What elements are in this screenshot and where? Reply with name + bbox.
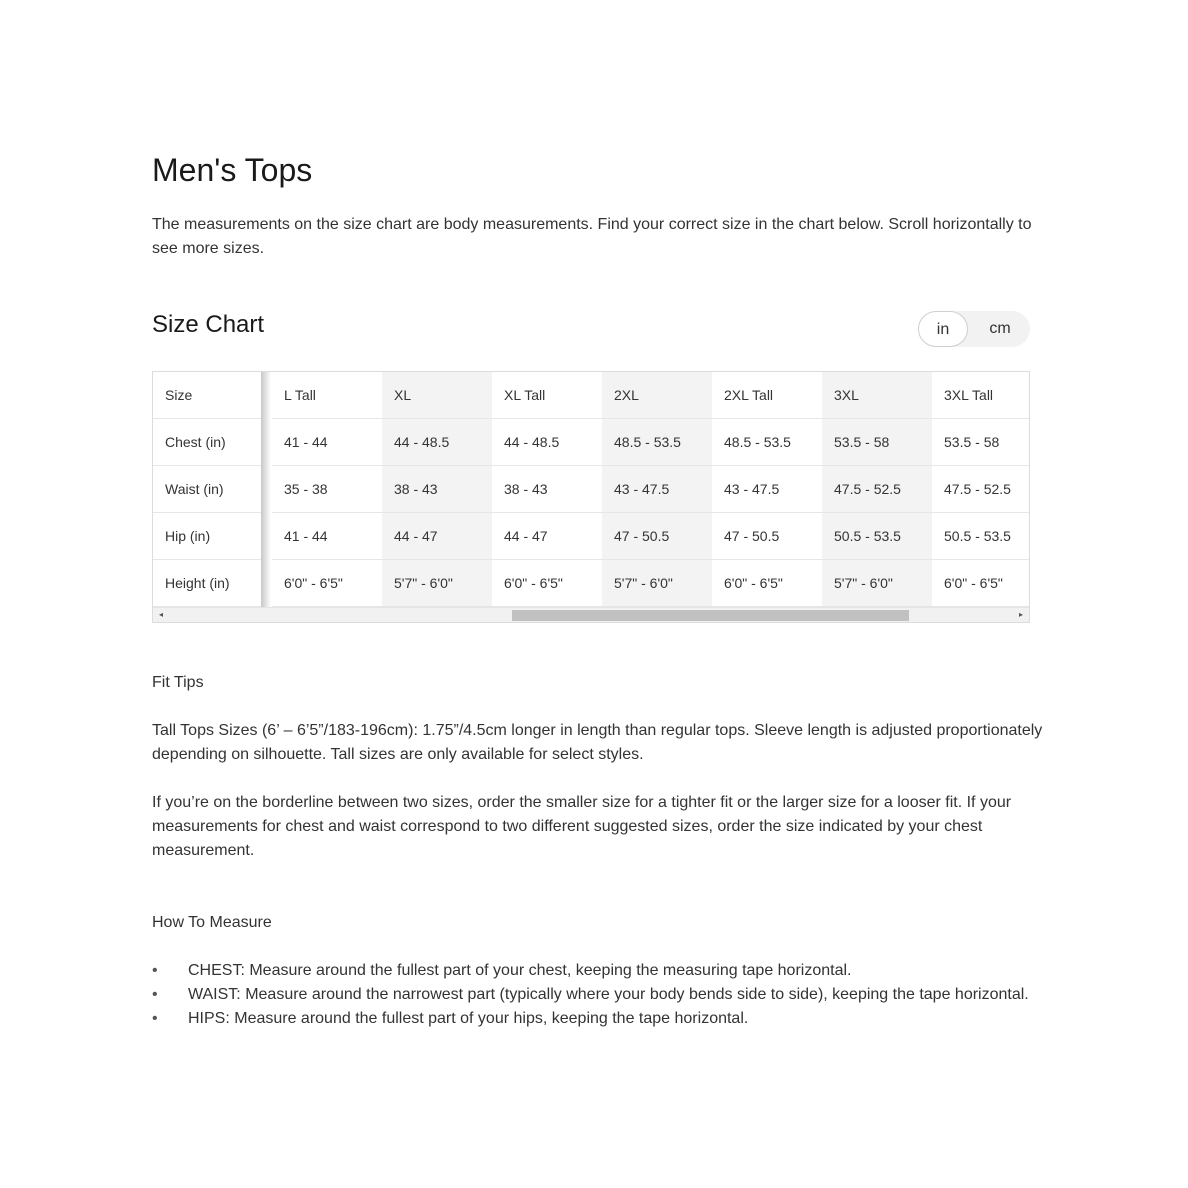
size-column (382, 372, 492, 607)
list-item (152, 959, 1052, 983)
unit-in-button[interactable]: in (918, 311, 968, 347)
hip-cell: 41 - 44 (272, 513, 382, 560)
size-column (822, 372, 932, 607)
size-column (602, 372, 712, 607)
measure-waist-text: WAIST: Measure around the narrowest part (typically where your body bends side to side), keeping the tape horizontal. (188, 986, 1029, 1003)
height-cell: 5'7" - 6'0" (602, 560, 712, 607)
hip-cell: 44 - 47 (382, 513, 492, 560)
height-cell: 6'0" - 6'5" (932, 560, 1030, 607)
row-label-size: Size (153, 372, 261, 419)
chest-cell: 53.5 - 58 (822, 419, 932, 466)
list-item (152, 1007, 1052, 1031)
size-header: 3XL Tall (932, 372, 1030, 419)
waist-cell: 35 - 38 (272, 466, 382, 513)
hip-cell: 47 - 50.5 (712, 513, 822, 560)
scroll-right-arrow-icon[interactable]: ▸ (1018, 610, 1023, 619)
height-cell: 5'7" - 6'0" (822, 560, 932, 607)
size-column (492, 372, 602, 607)
how-to-measure-list (152, 959, 1052, 1031)
bullet-icon: • (152, 962, 158, 979)
size-header: L Tall (272, 372, 382, 419)
hip-cell: 44 - 47 (492, 513, 602, 560)
fit-tip-borderline: If you’re on the borderline between two sizes, order the smaller size for a tighter fit or the larger size for a looser fit. If your measurements for chest and waist correspond to two different suggested sizes, order the size indicated by your chest measurement. (152, 794, 1012, 859)
height-cell: 5'7" - 6'0" (382, 560, 492, 607)
waist-cell: 38 - 43 (492, 466, 602, 513)
size-header: XL Tall (492, 372, 602, 419)
height-cell: 6'0" - 6'5" (492, 560, 602, 607)
chest-cell: 48.5 - 53.5 (602, 419, 712, 466)
waist-cell: 43 - 47.5 (712, 466, 822, 513)
size-header: XL (382, 372, 492, 419)
size-header: 3XL (822, 372, 932, 419)
unit-cm-button[interactable]: cm (989, 320, 1011, 337)
height-cell: 6'0" - 6'5" (272, 560, 382, 607)
row-label-height: Height (in) (153, 560, 261, 607)
hip-cell: 47 - 50.5 (602, 513, 712, 560)
unit-toggle (918, 311, 1030, 347)
size-column (272, 372, 382, 607)
waist-cell: 43 - 47.5 (602, 466, 712, 513)
scroll-thumb[interactable] (512, 610, 909, 621)
hip-cell: 50.5 - 53.5 (932, 513, 1030, 560)
size-header: 2XL Tall (712, 372, 822, 419)
waist-cell: 47.5 - 52.5 (932, 466, 1030, 513)
chest-cell: 53.5 - 58 (932, 419, 1030, 466)
size-column (712, 372, 822, 607)
chest-cell: 44 - 48.5 (382, 419, 492, 466)
row-label-column (153, 372, 261, 607)
size-column (932, 372, 1030, 607)
row-label-hip: Hip (in) (153, 513, 261, 560)
list-item (152, 983, 1052, 1007)
size-chart-title: Size Chart (152, 311, 265, 338)
size-header: 2XL (602, 372, 712, 419)
how-to-measure-heading: How To Measure (152, 914, 272, 931)
measure-chest-text: CHEST: Measure around the fullest part of your chest, keeping the measuring tape horizontal. (188, 962, 852, 979)
waist-cell: 38 - 43 (382, 466, 492, 513)
height-cell: 6'0" - 6'5" (712, 560, 822, 607)
chest-cell: 48.5 - 53.5 (712, 419, 822, 466)
bullet-icon: • (152, 986, 158, 1003)
size-chart-table (152, 371, 1030, 623)
measure-hips-text: HIPS: Measure around the fullest part of your hips, keeping the tape horizontal. (188, 1010, 749, 1027)
horizontal-scrollbar[interactable] (153, 607, 1029, 622)
hip-cell: 50.5 - 53.5 (822, 513, 932, 560)
waist-cell: 47.5 - 52.5 (822, 466, 932, 513)
scroll-left-arrow-icon[interactable]: ◂ (158, 610, 163, 619)
fit-tip-tall-sizes: Tall Tops Sizes (6’ – 6’5”/183-196cm): 1.75”/4.5cm longer in length than regular tops. Sleeve length is adjusted proportionately depending on silhouette. Tall sizes are only available for select styles. (152, 722, 1043, 763)
bullet-icon: • (152, 1010, 158, 1027)
fit-tips-heading: Fit Tips (152, 674, 204, 691)
intro-text: The measurements on the size chart are body measurements. Find your correct size in the chart below. Scroll horizontally to see more sizes. (152, 216, 1032, 257)
chest-cell: 41 - 44 (272, 419, 382, 466)
row-label-chest: Chest (in) (153, 419, 261, 466)
row-label-waist: Waist (in) (153, 466, 261, 513)
chest-cell: 44 - 48.5 (492, 419, 602, 466)
page-title: Men's Tops (152, 152, 313, 188)
